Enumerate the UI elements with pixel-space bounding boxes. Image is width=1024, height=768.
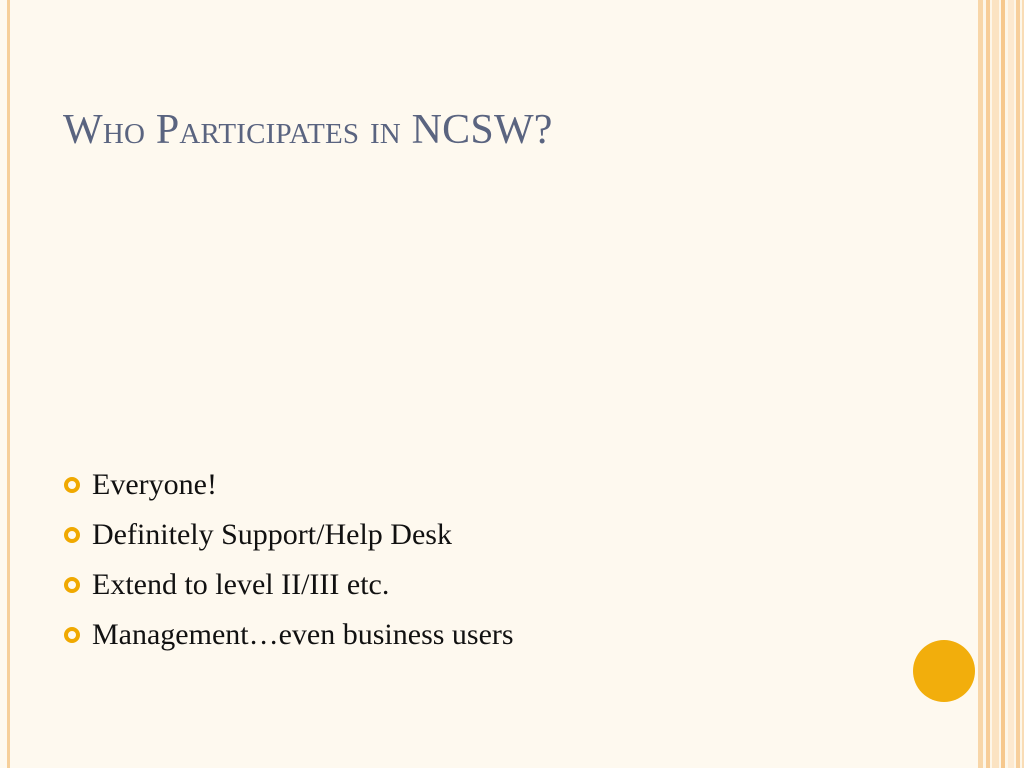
left-border-line bbox=[7, 0, 10, 768]
stripe-3 bbox=[992, 0, 999, 768]
slide-title: Who Participates in NCSW? bbox=[63, 107, 553, 153]
circle-bullet-icon bbox=[64, 527, 80, 543]
stripe-1 bbox=[978, 0, 983, 768]
right-stripe-band bbox=[978, 0, 1024, 768]
stripe-6 bbox=[1016, 0, 1020, 768]
circle-bullet-icon bbox=[64, 627, 80, 643]
bullet-text: Everyone! bbox=[92, 468, 217, 501]
circle-bullet-icon bbox=[64, 477, 80, 493]
bullet-text: Extend to level II/III etc. bbox=[92, 568, 390, 601]
stripe-5 bbox=[1008, 0, 1014, 768]
stripe-4 bbox=[1001, 0, 1005, 768]
bullet-item bbox=[64, 460, 884, 510]
bullet-item bbox=[64, 560, 884, 610]
bullet-list bbox=[64, 460, 884, 660]
circle-bullet-icon bbox=[64, 577, 80, 593]
bullet-item bbox=[64, 510, 884, 560]
accent-dot bbox=[913, 640, 975, 702]
bullet-text: Definitely Support/Help Desk bbox=[92, 518, 452, 551]
stripe-2 bbox=[986, 0, 990, 768]
bullet-text: Management…even business users bbox=[92, 618, 514, 651]
bullet-item bbox=[64, 610, 884, 660]
